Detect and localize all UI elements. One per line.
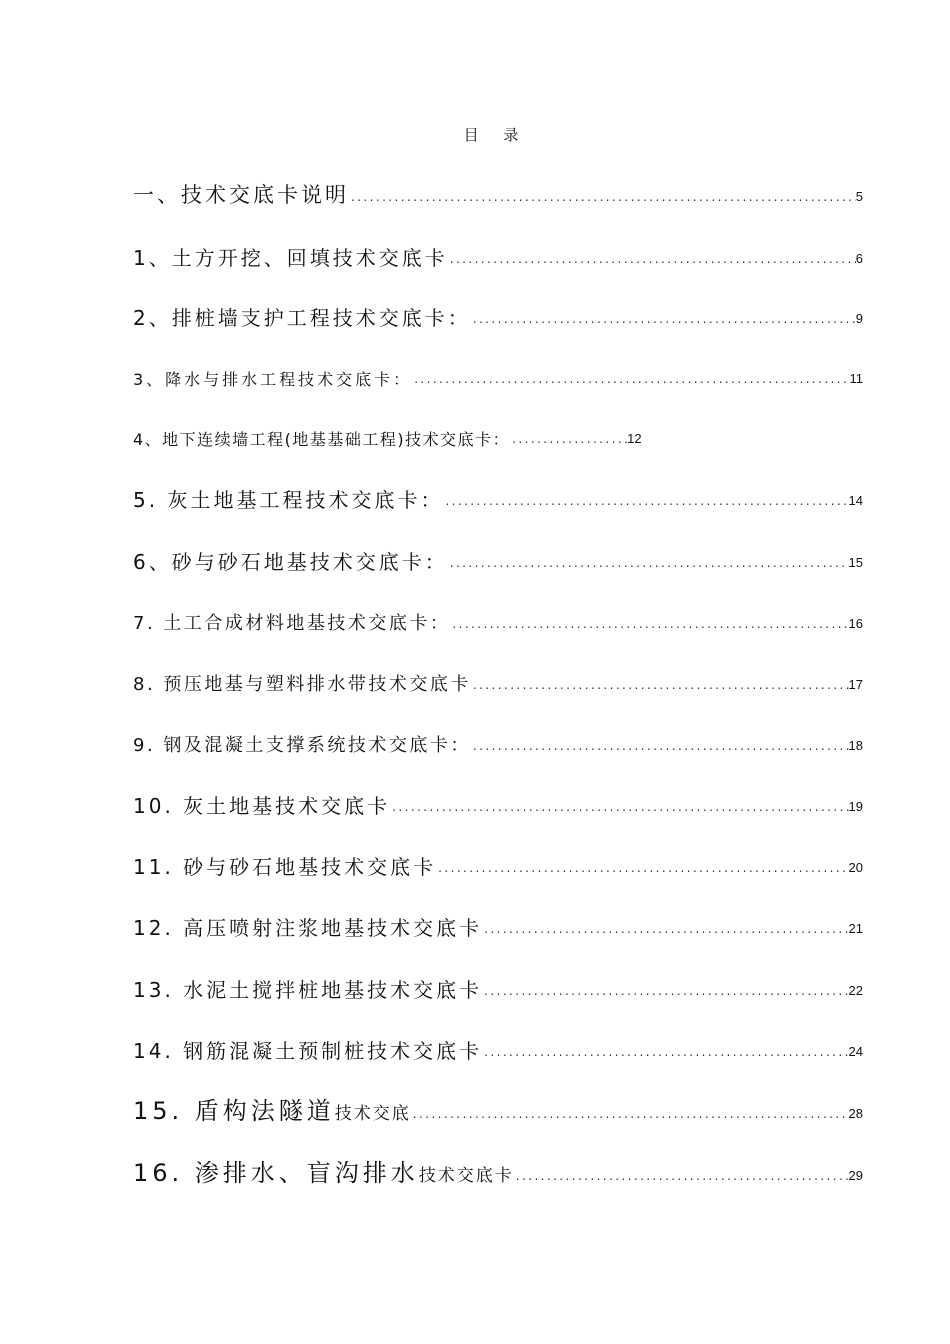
toc-entry[interactable] xyxy=(133,1145,863,1185)
toc-entry[interactable] xyxy=(133,408,863,448)
toc-page-number: 17 xyxy=(848,677,863,692)
toc-leader-dots xyxy=(450,618,848,633)
toc-page-number: 21 xyxy=(848,921,863,936)
toc-leader-dots xyxy=(349,191,856,206)
toc-entry[interactable] xyxy=(133,1021,863,1061)
toc-title: 目 录 xyxy=(463,126,529,144)
toc-leader-dots xyxy=(412,373,849,388)
toc-page-number: 9 xyxy=(855,311,863,326)
toc-entry[interactable] xyxy=(133,715,863,755)
toc-entry[interactable] xyxy=(133,837,863,877)
toc-entry[interactable] xyxy=(133,960,863,1000)
toc-entry-main-text: 16. 渗排水、盲沟排水 xyxy=(133,1159,419,1187)
toc-entry-text: 一、技术交底卡说明 xyxy=(133,183,349,207)
toc-page-number: 29 xyxy=(848,1168,863,1183)
toc-leader-dots xyxy=(390,801,848,816)
toc-entry-text: 11. 砂与砂石地基技术交底卡 xyxy=(133,855,437,879)
toc-leader-dots xyxy=(482,985,848,1000)
toc-entry[interactable] xyxy=(133,228,863,268)
toc-entry-text: 4、地下连续墙工程(地基基础工程)技术交底卡： xyxy=(133,430,511,449)
toc-leader-dots xyxy=(471,740,849,755)
toc-entry-text: 5. 灰土地基工程技术交底卡： xyxy=(133,488,444,512)
toc-entry[interactable] xyxy=(133,348,863,388)
toc-entry[interactable] xyxy=(133,532,863,572)
toc-page-number: 11 xyxy=(849,371,863,386)
toc-entry[interactable] xyxy=(133,654,863,694)
toc-page-number: 15 xyxy=(848,555,863,570)
toc-entry-text: 7. 土工合成材料地基技术交底卡： xyxy=(133,613,451,634)
toc-leader-dots xyxy=(510,433,627,448)
toc-entry-text: 12. 高压喷射注浆地基技术交底卡 xyxy=(133,916,483,940)
toc-page-number: 19 xyxy=(848,799,863,814)
toc-entry-text xyxy=(133,1099,411,1123)
toc-entry[interactable] xyxy=(133,166,863,206)
toc-page-number: 12 xyxy=(627,431,642,446)
toc-entry-text: 1、土方开挖、回填技术交底卡 xyxy=(133,246,448,270)
toc-page-number: 24 xyxy=(848,1044,863,1059)
toc-entry-text: 13. 水泥土搅拌桩地基技术交底卡 xyxy=(133,978,483,1002)
toc-leader-dots xyxy=(436,862,848,877)
toc-entry-text: 2、排桩墙支护工程技术交底卡： xyxy=(133,306,471,330)
toc-leader-dots xyxy=(514,1170,849,1185)
toc-entry-text: 8. 预压地基与塑料排水带技术交底卡 xyxy=(133,674,471,695)
toc-page-number: 18 xyxy=(848,738,863,753)
toc-entry-text: 14. 钢筋混凝土预制桩技术交底卡 xyxy=(133,1039,483,1063)
toc-entry-tail-text: 技术交底 xyxy=(334,1104,411,1124)
toc-entry[interactable] xyxy=(133,288,863,328)
toc-leader-dots xyxy=(443,495,848,510)
toc-entry-text: 3、降水与排水工程技术交底卡： xyxy=(133,370,413,389)
toc-entry-text xyxy=(133,1161,514,1185)
toc-entry-text: 9. 钢及混凝土支撑系统技术交底卡： xyxy=(133,735,471,756)
toc-leader-dots xyxy=(411,1108,849,1123)
toc-leader-dots xyxy=(482,923,848,938)
toc-page-number: 5 xyxy=(855,189,863,204)
toc-entry[interactable] xyxy=(133,470,863,510)
toc-page-number: 28 xyxy=(848,1106,863,1121)
toc-entry-tail-text: 技术交底卡 xyxy=(418,1166,514,1186)
toc-page-number: 22 xyxy=(848,983,863,998)
toc-leader-dots xyxy=(482,1046,848,1061)
toc-entry[interactable] xyxy=(133,1083,863,1123)
toc-page-number: 16 xyxy=(848,616,863,631)
toc-page-number: 6 xyxy=(855,251,863,266)
toc-leader-dots xyxy=(448,253,856,268)
toc-entry[interactable] xyxy=(133,898,863,938)
toc-entry-text: 6、砂与砂石地基技术交底卡： xyxy=(133,550,448,574)
toc-leader-dots xyxy=(471,679,849,694)
toc-page-number: 20 xyxy=(848,860,863,875)
toc-leader-dots xyxy=(448,557,849,572)
toc-entry-text: 10. 灰土地基技术交底卡 xyxy=(133,794,391,818)
toc-entry[interactable] xyxy=(133,776,863,816)
toc-entry-main-text: 15. 盾构法隧道 xyxy=(133,1097,335,1125)
toc-entry[interactable] xyxy=(133,593,863,633)
toc-leader-dots xyxy=(471,313,856,328)
toc-page-number: 14 xyxy=(848,493,863,508)
